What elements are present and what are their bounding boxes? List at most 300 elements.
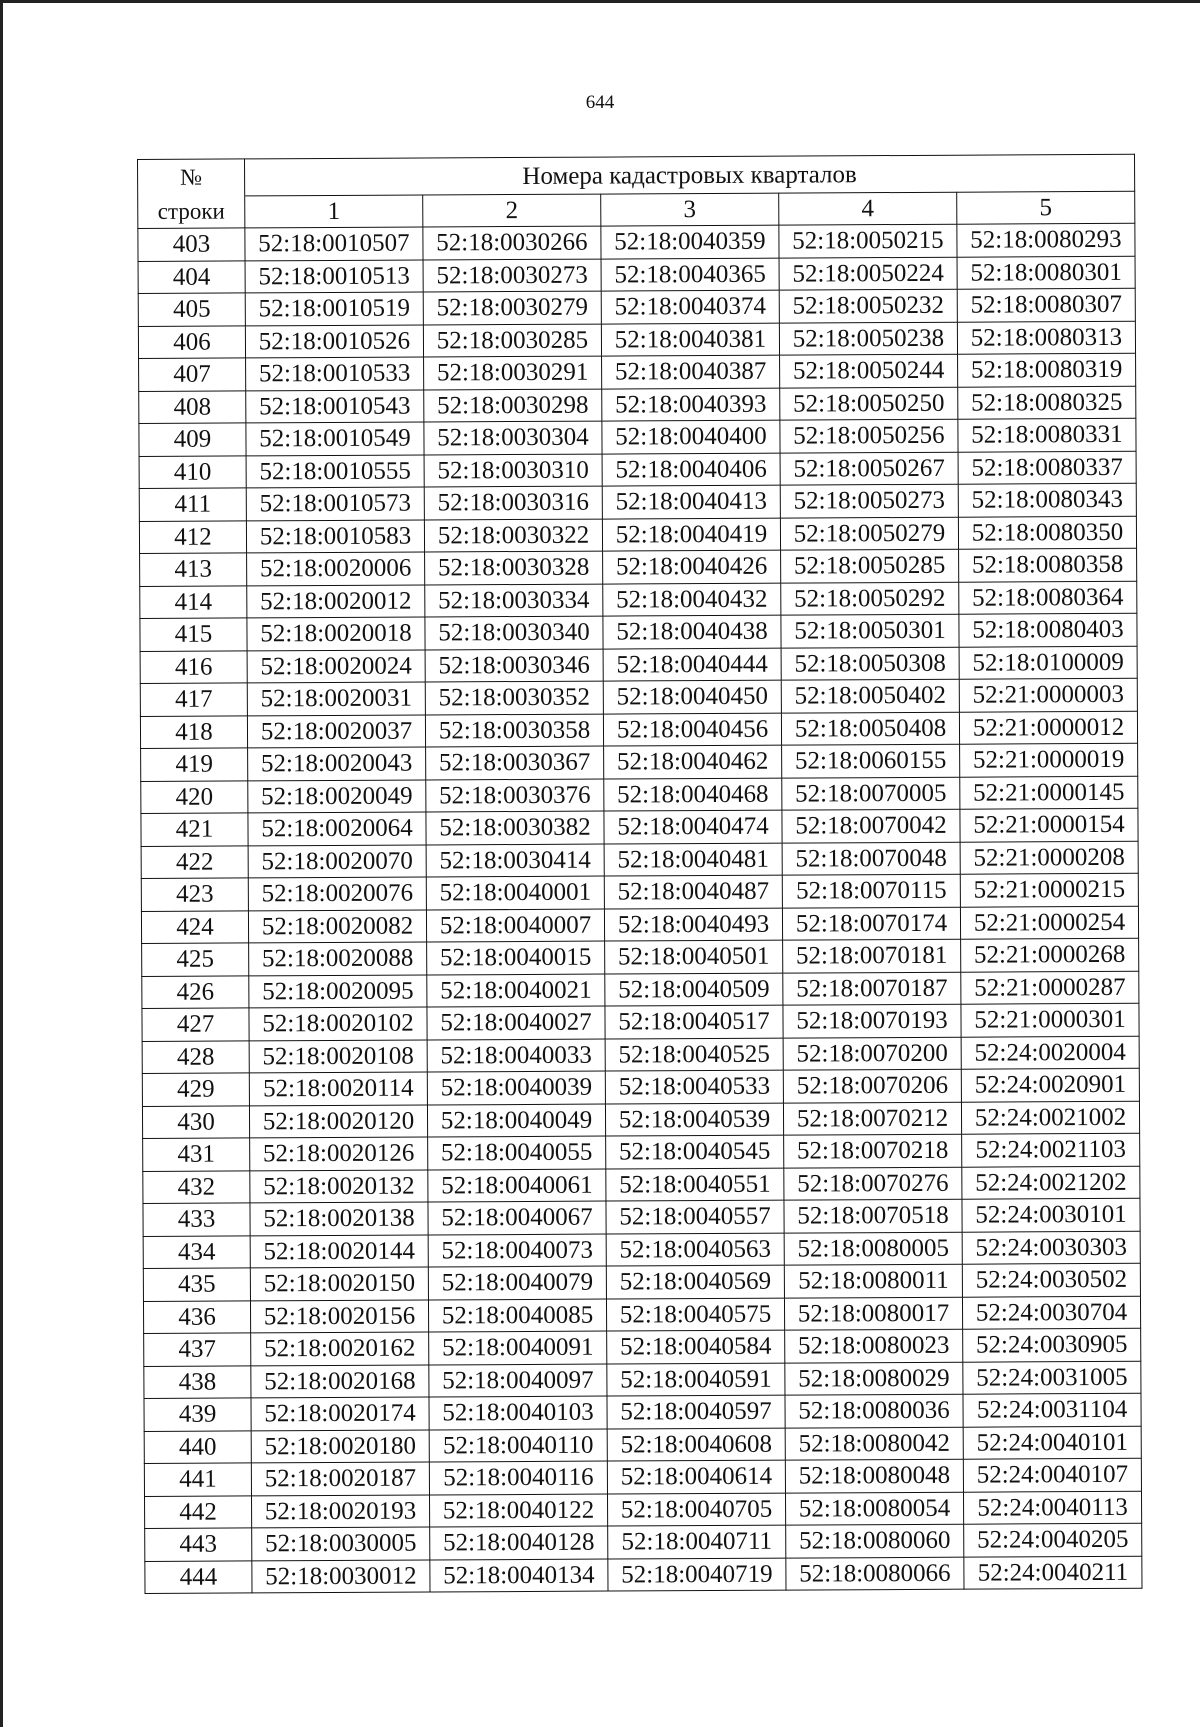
cadastral-number-cell: 52:18:0040110 (429, 1429, 607, 1462)
cadastral-number-cell: 52:18:0050402 (781, 679, 959, 712)
cadastral-number-cell: 52:18:0010519 (245, 292, 423, 325)
row-number-cell: 429 (142, 1073, 249, 1106)
cadastral-number-cell: 52:18:0020126 (250, 1137, 428, 1170)
cadastral-number-cell: 52:18:0040400 (602, 420, 780, 453)
table-row (139, 483, 1136, 521)
table-row (145, 1491, 1142, 1529)
cadastral-number-cell: 52:18:0040584 (607, 1330, 785, 1363)
table-row (145, 1523, 1142, 1561)
cadastral-number-cell: 52:18:0010513 (245, 260, 423, 293)
table-row (142, 938, 1139, 976)
cadastral-number-cell: 52:18:0040001 (426, 876, 604, 909)
table-row (143, 1166, 1140, 1204)
row-number-cell: 442 (145, 1495, 252, 1528)
cadastral-number-cell: 52:18:0030328 (425, 551, 603, 584)
cadastral-number-cell: 52:18:0080066 (786, 1557, 964, 1590)
row-number-cell: 424 (141, 910, 248, 943)
cadastral-number-cell: 52:18:0040487 (604, 875, 782, 908)
cadastral-number-cell: 52:18:0030012 (252, 1559, 430, 1592)
cadastral-table (137, 154, 1142, 1594)
table-row (138, 288, 1135, 326)
cadastral-number-cell: 52:18:0050279 (780, 517, 958, 550)
cadastral-number-cell: 52:18:0040551 (606, 1168, 784, 1201)
cadastral-number-cell: 52:18:0020187 (251, 1462, 429, 1495)
cadastral-number-cell: 52:18:0020006 (247, 552, 425, 585)
table-row (144, 1361, 1141, 1399)
cadastral-number-cell: 52:18:0080293 (957, 223, 1135, 256)
cadastral-number-cell: 52:18:0020174 (251, 1397, 429, 1430)
cadastral-number-cell: 52:21:0000208 (960, 841, 1138, 874)
row-number-cell: 443 (145, 1528, 252, 1561)
cadastral-number-cell: 52:18:0030266 (423, 226, 601, 259)
cadastral-number-cell: 52:18:0070181 (783, 939, 961, 972)
table-row (140, 711, 1137, 749)
table-row (139, 451, 1136, 489)
cadastral-number-cell: 52:18:0020031 (247, 682, 425, 715)
cadastral-number-cell: 52:18:0050292 (781, 582, 959, 615)
cadastral-number-cell: 52:18:0030005 (252, 1527, 430, 1560)
cadastral-number-cell: 52:18:0040539 (605, 1103, 783, 1136)
cadastral-number-cell: 52:18:0040073 (428, 1234, 606, 1267)
cadastral-number-cell: 52:18:0040711 (608, 1525, 786, 1558)
cadastral-number-cell: 52:18:0070042 (782, 809, 960, 842)
cadastral-number-cell: 52:18:0020156 (250, 1299, 428, 1332)
table-row (142, 1068, 1139, 1106)
cadastral-number-cell: 52:18:0040413 (602, 485, 780, 518)
table-row (141, 743, 1138, 781)
table-row (143, 1263, 1140, 1301)
cadastral-number-cell: 52:18:0040426 (603, 550, 781, 583)
cadastral-number-cell: 52:18:0040055 (428, 1136, 606, 1169)
row-number-cell: 418 (140, 715, 247, 748)
cadastral-number-cell: 52:18:0040381 (601, 323, 779, 356)
cadastral-number-cell: 52:18:0070218 (784, 1134, 962, 1167)
table-row (142, 1101, 1139, 1139)
cadastral-number-cell: 52:18:0030310 (424, 454, 602, 487)
cadastral-number-cell: 52:18:0080054 (785, 1492, 963, 1525)
cadastral-number-cell: 52:18:0010583 (246, 520, 424, 553)
table-row (140, 678, 1137, 716)
row-number-cell: 435 (143, 1268, 250, 1301)
cadastral-number-cell: 52:24:0040107 (963, 1458, 1141, 1491)
cadastral-number-cell: 52:18:0020076 (248, 877, 426, 910)
cadastral-number-cell: 52:18:0070212 (783, 1102, 961, 1135)
table-row (141, 906, 1138, 944)
row-number-cell: 421 (141, 813, 248, 846)
cadastral-number-cell: 52:18:0040079 (428, 1266, 606, 1299)
cadastral-number-cell: 52:18:0030414 (426, 844, 604, 877)
column-number-3: 3 (601, 193, 779, 226)
row-number-cell: 426 (142, 975, 249, 1008)
cadastral-number-cell: 52:18:0050224 (779, 257, 957, 290)
cadastral-number-cell: 52:18:0070115 (782, 874, 960, 907)
cadastral-number-cell: 52:18:0040614 (607, 1460, 785, 1493)
table-row (140, 548, 1137, 586)
cadastral-number-cell: 52:18:0020064 (248, 812, 426, 845)
cadastral-number-cell: 52:18:0040007 (426, 909, 604, 942)
row-number-cell: 409 (139, 423, 246, 456)
row-number-cell: 416 (140, 650, 247, 683)
cadastral-number-cell: 52:24:0030905 (963, 1328, 1141, 1361)
cadastral-number-cell: 52:18:0050256 (780, 419, 958, 452)
table-row (140, 646, 1137, 684)
cadastral-number-cell: 52:24:0021103 (962, 1133, 1140, 1166)
cadastral-number-cell: 52:18:0040359 (601, 225, 779, 258)
cadastral-number-cell: 52:18:0040557 (606, 1200, 784, 1233)
cadastral-number-cell: 52:21:0000012 (959, 711, 1137, 744)
cadastral-number-cell: 52:18:0040509 (605, 973, 783, 1006)
table-row (138, 321, 1135, 359)
cadastral-number-cell: 52:18:0040103 (429, 1396, 607, 1429)
cadastral-number-cell: 52:18:0030279 (423, 291, 601, 324)
cadastral-number-cell: 52:18:0050232 (779, 289, 957, 322)
cadastral-number-cell: 52:18:0010533 (246, 357, 424, 390)
cadastral-number-cell: 52:18:0010549 (246, 422, 424, 455)
cadastral-number-cell: 52:18:0080343 (958, 483, 1136, 516)
cadastral-number-cell: 52:18:0080048 (785, 1459, 963, 1492)
row-number-cell: 432 (143, 1170, 250, 1203)
row-number-cell: 436 (143, 1300, 250, 1333)
cadastral-number-cell: 52:18:0040033 (427, 1039, 605, 1072)
cadastral-number-cell: 52:18:0020108 (249, 1039, 427, 1072)
cadastral-number-cell: 52:18:0040432 (603, 583, 781, 616)
cadastral-number-cell: 52:18:0040591 (607, 1363, 785, 1396)
cadastral-number-cell: 52:18:0040719 (608, 1558, 786, 1591)
cadastral-number-cell: 52:18:0040456 (603, 713, 781, 746)
header-row-columns (138, 191, 1135, 228)
cadastral-number-cell: 52:24:0020901 (961, 1068, 1139, 1101)
cadastral-number-cell: 52:18:0080364 (959, 581, 1137, 614)
table-row (143, 1198, 1140, 1236)
cadastral-number-cell: 52:18:0030352 (425, 681, 603, 714)
cadastral-number-cell: 52:18:0040387 (602, 355, 780, 388)
cadastral-number-cell: 52:18:0040393 (602, 388, 780, 421)
cadastral-number-cell: 52:24:0020004 (961, 1036, 1139, 1069)
table-row (138, 223, 1135, 261)
cadastral-number-cell: 52:18:0040533 (605, 1070, 783, 1103)
table-row (141, 841, 1138, 879)
cadastral-number-cell: 52:18:0080350 (958, 516, 1136, 549)
column-number-5: 5 (957, 191, 1135, 224)
cadastral-number-cell: 52:18:0050267 (780, 452, 958, 485)
cadastral-number-cell: 52:18:0030285 (423, 324, 601, 357)
row-number-cell: 438 (144, 1365, 251, 1398)
cadastral-number-cell: 52:18:0020150 (250, 1267, 428, 1300)
cadastral-number-cell: 52:21:0000254 (960, 906, 1138, 939)
cadastral-number-cell: 52:24:0021202 (962, 1166, 1140, 1199)
row-number-cell: 427 (142, 1008, 249, 1041)
page-number: 644 (585, 92, 615, 113)
cadastral-number-cell: 52:18:0030298 (424, 389, 602, 422)
cadastral-number-cell: 52:18:0080036 (785, 1394, 963, 1427)
cadastral-number-cell: 52:18:0040091 (429, 1331, 607, 1364)
table-row (141, 808, 1138, 846)
cadastral-number-cell: 52:18:0040039 (427, 1071, 605, 1104)
cadastral-number-cell: 52:18:0030346 (425, 649, 603, 682)
row-number-cell: 428 (142, 1040, 249, 1073)
table-row (140, 581, 1137, 619)
cadastral-number-cell: 52:18:0020082 (248, 909, 426, 942)
table-row (141, 873, 1138, 911)
cadastral-number-cell: 52:18:0040450 (603, 680, 781, 713)
cadastral-number-cell: 52:18:0040525 (605, 1038, 783, 1071)
cadastral-number-cell: 52:18:0040569 (606, 1265, 784, 1298)
cadastral-number-cell: 52:24:0040211 (964, 1556, 1142, 1589)
cadastral-number-cell: 52:18:0040501 (605, 940, 783, 973)
row-number-cell: 404 (138, 260, 245, 293)
cadastral-number-cell: 52:18:0030291 (424, 356, 602, 389)
row-number-cell: 417 (140, 683, 247, 716)
cadastral-number-cell: 52:18:0030316 (424, 486, 602, 519)
cadastral-number-cell: 52:18:0010526 (245, 325, 423, 358)
row-number-cell: 419 (141, 748, 248, 781)
cadastral-number-cell: 52:18:0030376 (426, 779, 604, 812)
cadastral-number-cell: 52:18:0040597 (607, 1395, 785, 1428)
table-header (138, 154, 1135, 228)
header-row-group (138, 154, 1135, 196)
table-row (139, 353, 1136, 391)
cadastral-number-cell: 52:18:0050408 (781, 712, 959, 745)
cadastral-number-cell: 52:18:0040085 (428, 1299, 606, 1332)
cadastral-number-cell: 52:18:0070193 (783, 1004, 961, 1037)
cadastral-number-cell: 52:18:0040444 (603, 648, 781, 681)
cadastral-number-cell: 52:18:0040419 (602, 518, 780, 551)
column-number-1: 1 (245, 195, 423, 228)
cadastral-number-cell: 52:18:0040705 (607, 1493, 785, 1526)
cadastral-number-cell: 52:18:0020180 (251, 1429, 429, 1462)
table-row (144, 1393, 1141, 1431)
cadastral-number-cell: 52:18:0030334 (425, 584, 603, 617)
cadastral-number-cell: 52:18:0080319 (958, 353, 1136, 386)
cadastral-number-cell: 52:21:0000145 (960, 776, 1138, 809)
row-number-cell: 410 (139, 455, 246, 488)
cadastral-number-cell: 52:18:0020095 (249, 974, 427, 1007)
row-number-cell: 439 (144, 1398, 251, 1431)
table-row (143, 1296, 1140, 1334)
row-number-cell: 403 (138, 228, 245, 261)
cadastral-number-cell: 52:18:0040067 (428, 1201, 606, 1234)
cadastral-number-cell: 52:18:0050215 (779, 224, 957, 257)
cadastral-number-cell: 52:24:0030101 (962, 1198, 1140, 1231)
table-row (141, 776, 1138, 814)
cadastral-number-cell: 52:18:0080011 (784, 1264, 962, 1297)
cadastral-number-cell: 52:18:0040438 (603, 615, 781, 648)
column-number-4: 4 (779, 192, 957, 225)
table-row (142, 1003, 1139, 1041)
row-number-cell: 440 (144, 1430, 251, 1463)
cadastral-number-cell: 52:18:0080331 (958, 418, 1136, 451)
cadastral-number-cell: 52:18:0030382 (426, 811, 604, 844)
cadastral-number-cell: 52:18:0040015 (427, 941, 605, 974)
cadastral-number-cell: 52:18:0080403 (959, 613, 1137, 646)
row-number-cell: 433 (143, 1203, 250, 1236)
row-number-cell: 413 (140, 553, 247, 586)
cadastral-number-cell: 52:18:0040116 (429, 1461, 607, 1494)
cadastral-number-cell: 52:18:0050250 (780, 387, 958, 420)
row-number-cell: 420 (141, 780, 248, 813)
cadastral-number-cell: 52:18:0020120 (249, 1104, 427, 1137)
cadastral-number-cell: 52:18:0040474 (604, 810, 782, 843)
cadastral-number-cell: 52:24:0021002 (961, 1101, 1139, 1134)
cadastral-number-cell: 52:18:0040406 (602, 453, 780, 486)
row-number-cell: 415 (140, 618, 247, 651)
cadastral-number-cell: 52:21:0000019 (960, 743, 1138, 776)
cadastral-number-cell: 52:21:0000003 (959, 678, 1137, 711)
cadastral-number-cell: 52:18:0070174 (782, 907, 960, 940)
cadastral-number-cell: 52:18:0070187 (783, 972, 961, 1005)
row-number-cell: 437 (144, 1333, 251, 1366)
cadastral-number-cell: 52:18:0100009 (959, 646, 1137, 679)
cadastral-number-cell: 52:18:0040061 (428, 1169, 606, 1202)
table-row (142, 1036, 1139, 1074)
cadastral-number-cell: 52:18:0080358 (959, 548, 1137, 581)
cadastral-number-cell: 52:18:0040122 (429, 1494, 607, 1527)
cadastral-number-cell: 52:18:0080313 (957, 321, 1135, 354)
cadastral-number-cell: 52:21:0000287 (961, 971, 1139, 1004)
cadastral-number-cell: 52:18:0050308 (781, 647, 959, 680)
table-row (145, 1556, 1142, 1594)
cadastral-number-cell: 52:18:0040468 (604, 778, 782, 811)
cadastral-number-cell: 52:18:0040027 (427, 1006, 605, 1039)
cadastral-number-cell: 52:18:0030304 (424, 421, 602, 454)
cadastral-number-cell: 52:18:0080042 (785, 1427, 963, 1460)
cadastral-number-cell: 52:18:0050301 (781, 614, 959, 647)
cadastral-number-cell: 52:18:0040374 (601, 290, 779, 323)
cadastral-number-cell: 52:18:0040481 (604, 843, 782, 876)
cadastral-number-cell: 52:18:0050244 (780, 354, 958, 387)
row-number-cell: 431 (143, 1138, 250, 1171)
table-row (139, 386, 1136, 424)
row-number-cell: 423 (141, 878, 248, 911)
cadastral-number-cell: 52:18:0050285 (781, 549, 959, 582)
table-row (139, 418, 1136, 456)
cadastral-number-cell: 52:24:0030502 (962, 1263, 1140, 1296)
table-row (138, 256, 1135, 294)
cadastral-number-cell: 52:18:0020144 (250, 1234, 428, 1267)
cadastral-number-cell: 52:18:0030367 (426, 746, 604, 779)
table-row (144, 1328, 1141, 1366)
table-row (144, 1458, 1141, 1496)
row-number-cell: 444 (145, 1560, 252, 1593)
cadastral-number-cell: 52:18:0020162 (251, 1332, 429, 1365)
table-row (143, 1231, 1140, 1269)
cadastral-number-cell: 52:18:0060155 (782, 744, 960, 777)
header-row-label: строки (138, 196, 245, 229)
cadastral-number-cell: 52:18:0040462 (604, 745, 782, 778)
cadastral-number-cell: 52:18:0030340 (425, 616, 603, 649)
row-number-cell: 414 (140, 585, 247, 618)
cadastral-number-cell: 52:18:0050238 (779, 322, 957, 355)
cadastral-number-cell: 52:18:0030273 (423, 259, 601, 292)
cadastral-number-cell: 52:18:0070206 (783, 1069, 961, 1102)
cadastral-number-cell: 52:18:0030322 (424, 519, 602, 552)
row-number-cell: 411 (139, 488, 246, 521)
cadastral-number-cell: 52:24:0030704 (962, 1296, 1140, 1329)
cadastral-number-cell: 52:18:0010507 (245, 227, 423, 260)
cadastral-number-cell: 52:18:0020012 (247, 584, 425, 617)
cadastral-number-cell: 52:18:0040493 (604, 908, 782, 941)
row-number-cell: 422 (141, 845, 248, 878)
row-number-cell: 405 (138, 293, 245, 326)
cadastral-number-cell: 52:18:0040021 (427, 974, 605, 1007)
row-number-cell: 406 (138, 325, 245, 358)
cadastral-number-cell: 52:18:0040608 (607, 1428, 785, 1461)
row-number-cell: 408 (139, 390, 246, 423)
column-number-2: 2 (423, 194, 601, 227)
cadastral-number-cell: 52:18:0020138 (250, 1202, 428, 1235)
cadastral-number-cell: 52:18:0040365 (601, 258, 779, 291)
cadastral-number-cell: 52:24:0040101 (963, 1426, 1141, 1459)
cadastral-number-cell: 52:18:0080307 (957, 288, 1135, 321)
cadastral-number-cell: 52:18:0080325 (958, 386, 1136, 419)
table-row (143, 1133, 1140, 1171)
cadastral-number-cell: 52:18:0040049 (427, 1104, 605, 1137)
cadastral-number-cell: 52:18:0010555 (246, 455, 424, 488)
row-number-cell: 407 (139, 358, 246, 391)
cadastral-number-cell: 52:21:0000268 (961, 938, 1139, 971)
table-row (144, 1426, 1141, 1464)
cadastral-number-cell: 52:18:0020024 (247, 649, 425, 682)
row-number-cell: 434 (143, 1235, 250, 1268)
cadastral-number-cell: 52:18:0070200 (783, 1037, 961, 1070)
cadastral-number-cell: 52:24:0031005 (963, 1361, 1141, 1394)
cadastral-number-cell: 52:18:0020102 (249, 1007, 427, 1040)
cadastral-number-cell: 52:18:0020168 (251, 1364, 429, 1397)
cadastral-number-cell: 52:18:0080023 (785, 1329, 963, 1362)
table-body (138, 223, 1142, 1593)
row-number-cell: 430 (142, 1105, 249, 1138)
cadastral-number-cell: 52:18:0080017 (784, 1297, 962, 1330)
cadastral-number-cell: 52:18:0070048 (782, 842, 960, 875)
cadastral-number-cell: 52:24:0030303 (962, 1231, 1140, 1264)
row-number-cell: 441 (144, 1463, 251, 1496)
cadastral-number-cell: 52:21:0000215 (960, 873, 1138, 906)
cadastral-number-cell: 52:24:0040205 (964, 1523, 1142, 1556)
cadastral-number-cell: 52:18:0080337 (958, 451, 1136, 484)
cadastral-number-cell: 52:18:0070276 (784, 1167, 962, 1200)
cadastral-number-cell: 52:18:0040575 (606, 1298, 784, 1331)
cadastral-number-cell: 52:24:0040113 (963, 1491, 1141, 1524)
cadastral-number-cell: 52:18:0010543 (246, 390, 424, 423)
cadastral-number-cell: 52:18:0020043 (248, 747, 426, 780)
cadastral-number-cell: 52:18:0020018 (247, 617, 425, 650)
cadastral-number-cell: 52:18:0030358 (425, 714, 603, 747)
cadastral-number-cell: 52:18:0070518 (784, 1199, 962, 1232)
cadastral-number-cell: 52:18:0040134 (430, 1559, 608, 1592)
cadastral-number-cell: 52:18:0020193 (251, 1494, 429, 1527)
row-number-cell: 425 (142, 943, 249, 976)
table-row (139, 516, 1136, 554)
header-group-title: Номера кадастровых кварталов (245, 154, 1135, 196)
cadastral-number-cell: 52:18:0020049 (248, 779, 426, 812)
cadastral-number-cell: 52:21:0000301 (961, 1003, 1139, 1036)
cadastral-number-cell: 52:18:0080029 (785, 1362, 963, 1395)
row-number-cell: 412 (139, 520, 246, 553)
cadastral-number-cell: 52:21:0000154 (960, 808, 1138, 841)
cadastral-number-cell: 52:18:0020114 (249, 1072, 427, 1105)
cadastral-number-cell: 52:18:0050273 (780, 484, 958, 517)
cadastral-number-cell: 52:18:0020132 (250, 1169, 428, 1202)
cadastral-number-cell: 52:18:0040563 (606, 1233, 784, 1266)
cadastral-number-cell: 52:18:0040128 (430, 1526, 608, 1559)
cadastral-number-cell: 52:24:0031104 (963, 1393, 1141, 1426)
cadastral-number-cell: 52:18:0040097 (429, 1364, 607, 1397)
table-row (142, 971, 1139, 1009)
cadastral-number-cell: 52:18:0020070 (248, 844, 426, 877)
cadastral-number-cell: 52:18:0020088 (249, 942, 427, 975)
cadastral-number-cell: 52:18:0040517 (605, 1005, 783, 1038)
cadastral-number-cell: 52:18:0020037 (247, 714, 425, 747)
